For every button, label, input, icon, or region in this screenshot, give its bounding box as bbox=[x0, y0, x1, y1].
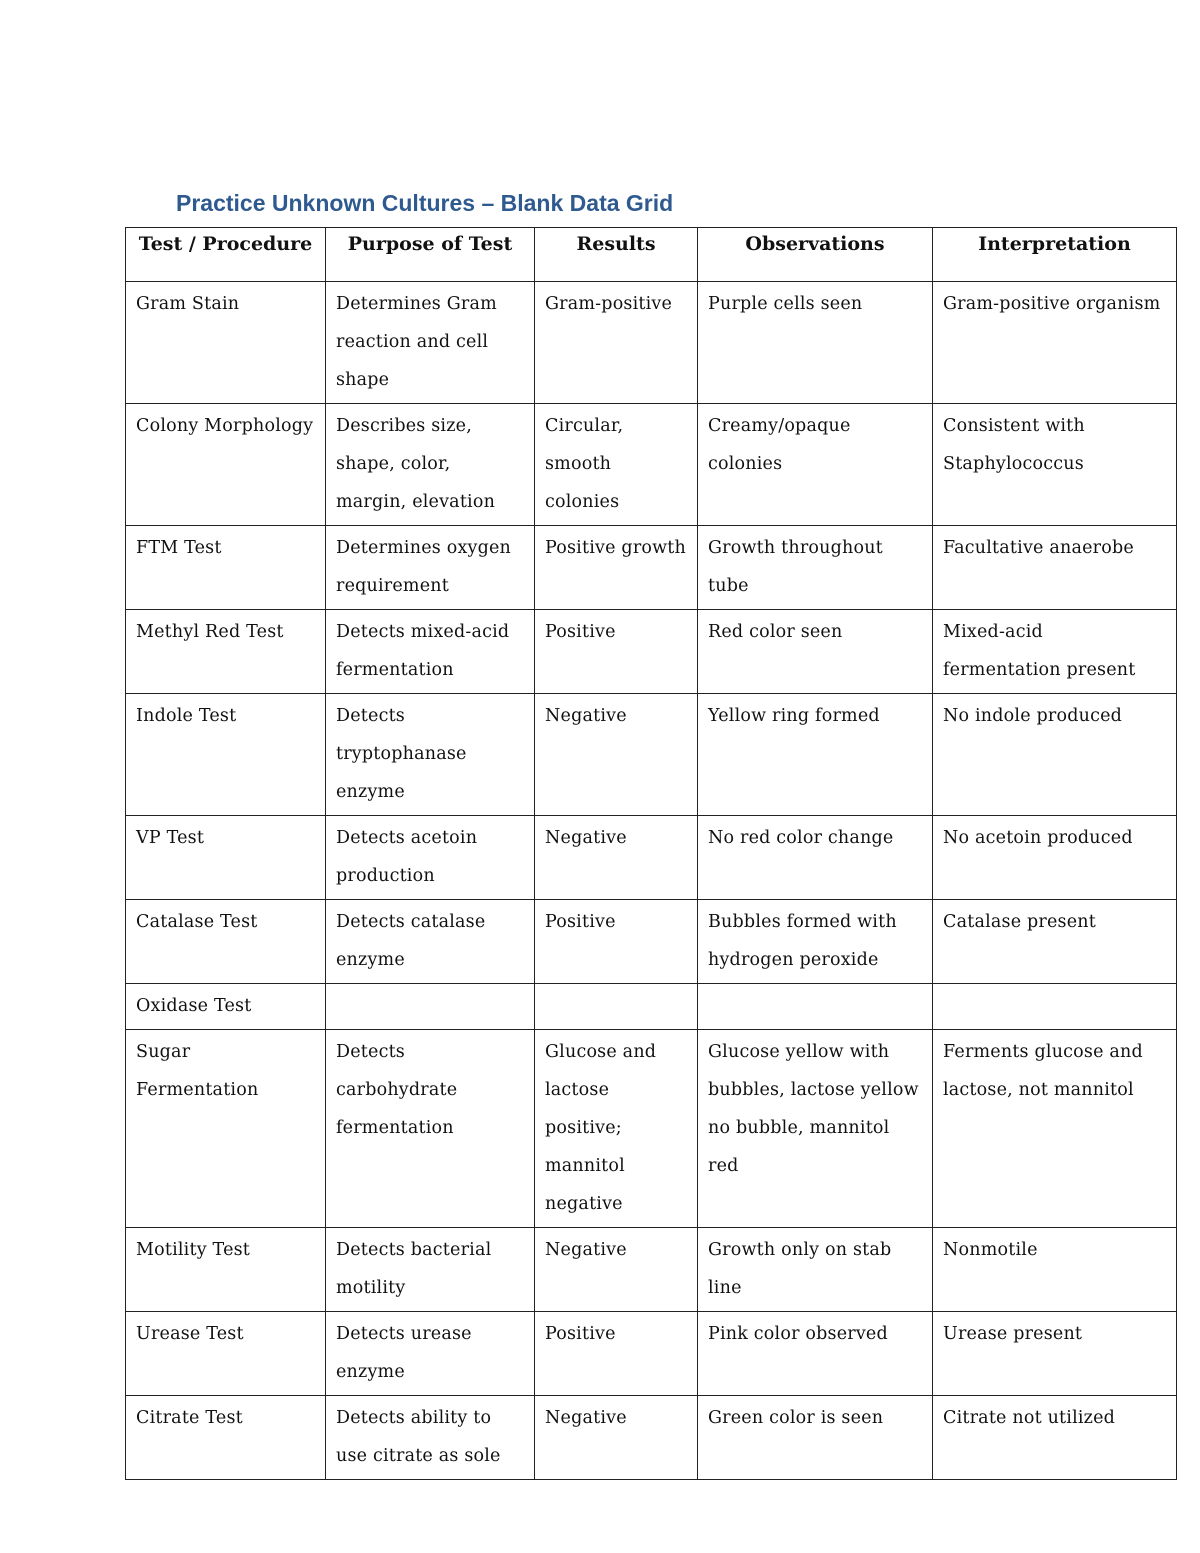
cell-test: Colony Morphology bbox=[126, 404, 326, 526]
cell-observations: Pink color observed bbox=[698, 1312, 933, 1396]
cell-interpretation: Citrate not utilized bbox=[933, 1396, 1177, 1480]
cell-results: Negative bbox=[535, 1396, 698, 1480]
document-title: Practice Unknown Cultures – Blank Data Grid bbox=[176, 190, 674, 216]
cell-purpose: Determines Gram reaction and cell shape bbox=[326, 282, 535, 404]
table-row bbox=[126, 1228, 1177, 1312]
cell-interpretation: Facultative anaerobe bbox=[933, 526, 1177, 610]
table-row bbox=[126, 610, 1177, 694]
cell-observations: Yellow ring formed bbox=[698, 694, 933, 816]
data-grid-table bbox=[125, 227, 1177, 1480]
cell-test: Citrate Test bbox=[126, 1396, 326, 1480]
cell-interpretation: Gram-positive organism bbox=[933, 282, 1177, 404]
cell-purpose: Detects mixed-acid fermentation bbox=[326, 610, 535, 694]
cell-purpose: Detects catalase enzyme bbox=[326, 900, 535, 984]
header-interpretation: Interpretation bbox=[933, 228, 1177, 282]
cell-observations: No red color change bbox=[698, 816, 933, 900]
cell-purpose: Describes size, shape, color, margin, elevation bbox=[326, 404, 535, 526]
cell-test: Indole Test bbox=[126, 694, 326, 816]
table-body bbox=[126, 282, 1177, 1480]
cell-observations: Growth throughout tube bbox=[698, 526, 933, 610]
cell-purpose bbox=[326, 984, 535, 1030]
cell-test: Sugar Fermentation bbox=[126, 1030, 326, 1228]
cell-purpose: Detects ability to use citrate as sole bbox=[326, 1396, 535, 1480]
cell-interpretation: Catalase present bbox=[933, 900, 1177, 984]
table-row bbox=[126, 282, 1177, 404]
cell-observations: Bubbles formed with hydrogen peroxide bbox=[698, 900, 933, 984]
cell-purpose: Detects urease enzyme bbox=[326, 1312, 535, 1396]
cell-observations: Creamy/opaque colonies bbox=[698, 404, 933, 526]
cell-test: Motility Test bbox=[126, 1228, 326, 1312]
table-row bbox=[126, 1312, 1177, 1396]
table-row bbox=[126, 694, 1177, 816]
cell-test: Oxidase Test bbox=[126, 984, 326, 1030]
table-row bbox=[126, 1030, 1177, 1228]
cell-test: Gram Stain bbox=[126, 282, 326, 404]
cell-purpose: Detects bacterial motility bbox=[326, 1228, 535, 1312]
cell-results: Glucose and lactose positive; mannitol negative bbox=[535, 1030, 698, 1228]
cell-test: Urease Test bbox=[126, 1312, 326, 1396]
cell-results: Negative bbox=[535, 1228, 698, 1312]
table-row bbox=[126, 984, 1177, 1030]
cell-test: Catalase Test bbox=[126, 900, 326, 984]
cell-interpretation: Urease present bbox=[933, 1312, 1177, 1396]
cell-observations: Growth only on stab line bbox=[698, 1228, 933, 1312]
cell-observations: Green color is seen bbox=[698, 1396, 933, 1480]
cell-interpretation: No indole produced bbox=[933, 694, 1177, 816]
table-row bbox=[126, 1396, 1177, 1480]
cell-purpose: Detects acetoin production bbox=[326, 816, 535, 900]
cell-interpretation: Consistent with Staphylococcus bbox=[933, 404, 1177, 526]
cell-results: Negative bbox=[535, 694, 698, 816]
cell-interpretation: Ferments glucose and lactose, not mannitol bbox=[933, 1030, 1177, 1228]
header-purpose: Purpose of Test bbox=[326, 228, 535, 282]
cell-results bbox=[535, 984, 698, 1030]
cell-test: Methyl Red Test bbox=[126, 610, 326, 694]
cell-results: Gram-positive bbox=[535, 282, 698, 404]
cell-results: Positive growth bbox=[535, 526, 698, 610]
header-observations: Observations bbox=[698, 228, 933, 282]
cell-results: Negative bbox=[535, 816, 698, 900]
header-results: Results bbox=[535, 228, 698, 282]
cell-observations: Red color seen bbox=[698, 610, 933, 694]
cell-interpretation: Mixed-acid fermentation present bbox=[933, 610, 1177, 694]
cell-results: Circular, smooth colonies bbox=[535, 404, 698, 526]
cell-observations: Glucose yellow with bubbles, lactose yellow no bubble, mannitol red bbox=[698, 1030, 933, 1228]
cell-purpose: Detects carbohydrate fermentation bbox=[326, 1030, 535, 1228]
cell-results: Positive bbox=[535, 1312, 698, 1396]
cell-interpretation: Nonmotile bbox=[933, 1228, 1177, 1312]
header-row bbox=[126, 228, 1177, 282]
cell-observations bbox=[698, 984, 933, 1030]
cell-purpose: Detects tryptophanase enzyme bbox=[326, 694, 535, 816]
cell-results: Positive bbox=[535, 900, 698, 984]
cell-test: VP Test bbox=[126, 816, 326, 900]
table-row bbox=[126, 816, 1177, 900]
cell-interpretation bbox=[933, 984, 1177, 1030]
table-row bbox=[126, 404, 1177, 526]
table-row bbox=[126, 900, 1177, 984]
table-row bbox=[126, 526, 1177, 610]
cell-results: Positive bbox=[535, 610, 698, 694]
table-header bbox=[126, 228, 1177, 282]
cell-observations: Purple cells seen bbox=[698, 282, 933, 404]
cell-purpose: Determines oxygen requirement bbox=[326, 526, 535, 610]
cell-interpretation: No acetoin produced bbox=[933, 816, 1177, 900]
cell-test: FTM Test bbox=[126, 526, 326, 610]
header-test-procedure: Test / Procedure bbox=[126, 228, 326, 282]
